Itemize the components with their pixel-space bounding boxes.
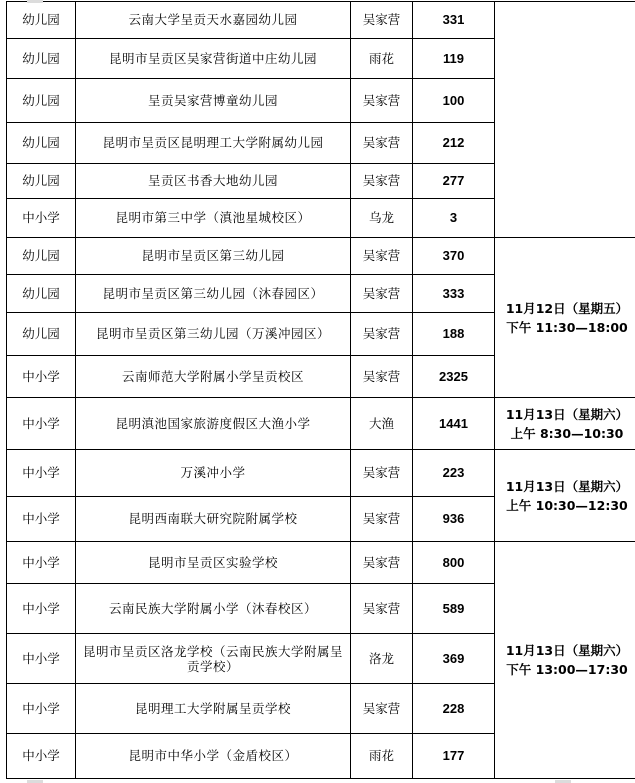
- schedule-cell: [495, 238, 635, 398]
- schedule-time: 下午 13:00—17:30: [506, 662, 628, 677]
- area-cell: 吴家营: [351, 584, 413, 634]
- school-name-cell: 万溪冲小学: [76, 450, 351, 497]
- table-row: [7, 2, 635, 39]
- school-name-cell: 昆明市中华小学（金盾校区）: [76, 734, 351, 779]
- table-row: [7, 542, 635, 584]
- school-name-cell: 昆明市呈贡区洛龙学校（云南民族大学附属呈贡学校）: [76, 634, 351, 684]
- area-cell: 吴家营: [351, 684, 413, 734]
- area-cell: 吴家营: [351, 2, 413, 39]
- school-type-cell: 中小学: [7, 356, 76, 398]
- area-cell: 吴家营: [351, 123, 413, 164]
- school-name-cell: 昆明市呈贡区昆明理工大学附属幼儿园: [76, 123, 351, 164]
- schedule-cell: [495, 542, 635, 779]
- count-cell: 119: [413, 39, 495, 79]
- school-name-cell: 昆明市呈贡区实验学校: [76, 542, 351, 584]
- count-cell: 800: [413, 542, 495, 584]
- school-type-cell: 幼儿园: [7, 275, 76, 313]
- vaccination-schedule-table: [6, 1, 635, 779]
- school-type-cell: 中小学: [7, 450, 76, 497]
- area-cell: 吴家营: [351, 356, 413, 398]
- area-cell: 雨花: [351, 734, 413, 779]
- count-cell: 228: [413, 684, 495, 734]
- school-type-cell: 幼儿园: [7, 123, 76, 164]
- school-name-cell: 昆明西南联大研究院附属学校: [76, 497, 351, 542]
- school-type-cell: 幼儿园: [7, 2, 76, 39]
- area-cell: 吴家营: [351, 79, 413, 123]
- school-name-cell: 昆明滇池国家旅游度假区大渔小学: [76, 398, 351, 450]
- school-type-cell: 幼儿园: [7, 238, 76, 275]
- area-cell: 吴家营: [351, 238, 413, 275]
- school-type-cell: 中小学: [7, 199, 76, 238]
- school-type-cell: 幼儿园: [7, 313, 76, 356]
- schedule-time: 下午 11:30—18:00: [506, 319, 628, 335]
- school-name-cell: 昆明市呈贡区吴家营街道中庄幼儿园: [76, 39, 351, 79]
- school-type-cell: 幼儿园: [7, 164, 76, 199]
- school-type-cell: 中小学: [7, 497, 76, 542]
- school-type-cell: 中小学: [7, 734, 76, 779]
- count-cell: 936: [413, 497, 495, 542]
- count-cell: 3: [413, 199, 495, 238]
- area-cell: 大渔: [351, 398, 413, 450]
- schedule-time: 上午 10:30—12:30: [506, 497, 628, 513]
- count-cell: 188: [413, 313, 495, 356]
- count-cell: 589: [413, 584, 495, 634]
- count-cell: 2325: [413, 356, 495, 398]
- table-row: [7, 398, 635, 450]
- area-cell: 吴家营: [351, 164, 413, 199]
- page-marker-top: [27, 0, 43, 3]
- school-name-cell: 云南大学呈贡天水嘉园幼儿园: [76, 2, 351, 39]
- school-type-cell: 幼儿园: [7, 79, 76, 123]
- school-name-cell: 昆明理工大学附属呈贡学校: [76, 684, 351, 734]
- count-cell: 1441: [413, 398, 495, 450]
- schedule-date: 11月13日（星期六）: [505, 478, 629, 494]
- school-name-cell: 云南师范大学附属小学呈贡校区: [76, 356, 351, 398]
- area-cell: 洛龙: [351, 634, 413, 684]
- school-type-cell: 中小学: [7, 634, 76, 684]
- school-type-cell: 中小学: [7, 584, 76, 634]
- count-cell: 331: [413, 2, 495, 39]
- area-cell: 吴家营: [351, 542, 413, 584]
- count-cell: 370: [413, 238, 495, 275]
- count-cell: 177: [413, 734, 495, 779]
- school-name-cell: 昆明市第三中学（滇池星城校区）: [76, 199, 351, 238]
- area-cell: 吴家营: [351, 450, 413, 497]
- school-name-cell: 呈贡区书香大地幼儿园: [76, 164, 351, 199]
- school-name-cell: 昆明市呈贡区第三幼儿园（沐春园区）: [76, 275, 351, 313]
- count-cell: 369: [413, 634, 495, 684]
- school-type-cell: 中小学: [7, 542, 76, 584]
- schedule-cell-empty: [495, 2, 635, 238]
- count-cell: 277: [413, 164, 495, 199]
- school-name-cell: 昆明市呈贡区第三幼儿园（万溪冲园区）: [76, 313, 351, 356]
- school-type-cell: 中小学: [7, 684, 76, 734]
- count-cell: 100: [413, 79, 495, 123]
- school-name-cell: 昆明市呈贡区第三幼儿园: [76, 238, 351, 275]
- table-row: [7, 450, 635, 497]
- count-cell: 223: [413, 450, 495, 497]
- area-cell: 吴家营: [351, 497, 413, 542]
- table-row: [7, 238, 635, 275]
- area-cell: 吴家营: [351, 275, 413, 313]
- schedule-date: 11月12日（星期五）: [505, 300, 629, 316]
- area-cell: 雨花: [351, 39, 413, 79]
- area-cell: 吴家营: [351, 313, 413, 356]
- school-name-cell: 呈贡吴家营博童幼儿园: [76, 79, 351, 123]
- schedule-time: 上午 8:30—10:30: [510, 425, 624, 441]
- count-cell: 333: [413, 275, 495, 313]
- school-type-cell: 中小学: [7, 398, 76, 450]
- schedule-cell: [495, 398, 635, 450]
- schedule-date: 11月13日（星期六）: [505, 643, 629, 658]
- schedule-date: 11月13日（星期六）: [505, 406, 629, 422]
- count-cell: 212: [413, 123, 495, 164]
- school-name-cell: 云南民族大学附属小学（沐春校区）: [76, 584, 351, 634]
- area-cell: 乌龙: [351, 199, 413, 238]
- school-type-cell: 幼儿园: [7, 39, 76, 79]
- schedule-cell: [495, 450, 635, 542]
